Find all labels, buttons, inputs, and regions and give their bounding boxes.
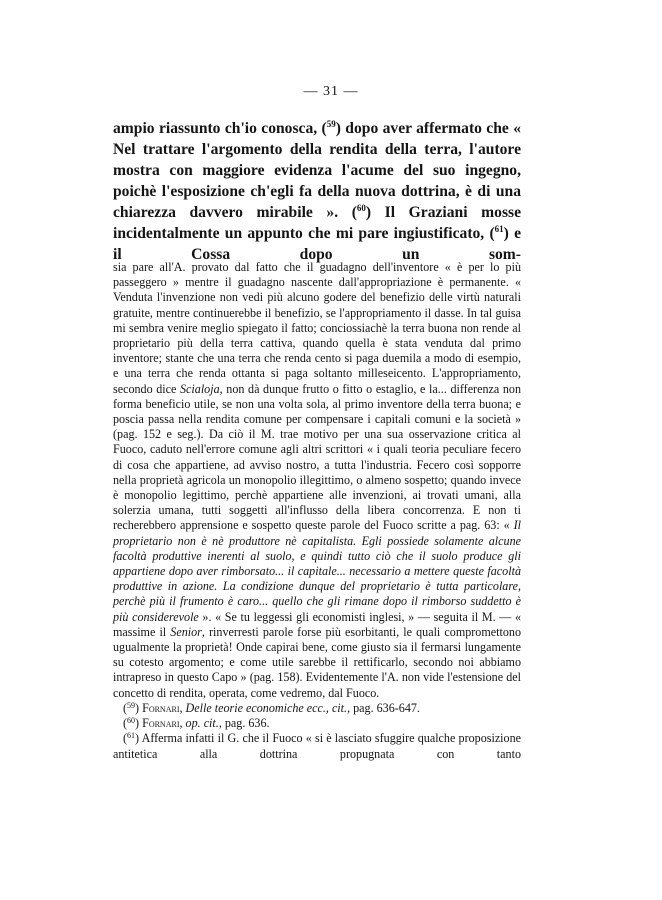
footnote-text: ». « Se tu leggessi gli economisti inglesi, » — seguita il M. — « massime il (113, 609, 521, 639)
footnote-author: Fornari (142, 716, 180, 731)
footnote-pages: , pag. 636. (218, 716, 270, 731)
footnote-pages: , pag. 636-647. (347, 700, 420, 715)
note-reference-61: 61 (494, 224, 504, 234)
footnote-marker: 60 (127, 716, 136, 726)
footnote-italic: Senior (170, 624, 202, 639)
footnote-quotation: Il proprietario non è nè produttore nè capitalista. Egli possiede solamente alcune facoltà produttive inerenti al suolo, e quindi tutto ciò che il suolo produce gli appartiene dopo aver rimborsato... il capitale... necessario a mettere queste facoltà produttive in azione. La condizione dunque del proprietario è tutta particolare, perchè più il frumento è caro... quello che gli rimane dopo il rimborso suddetto è più considerevole (113, 518, 521, 624)
note-reference-60: 60 (356, 203, 366, 213)
footnote-marker: 59 (127, 700, 136, 710)
main-text-segment: ) e il Cossa dopo un som- (113, 225, 521, 263)
footnote-59: ($^{59}$) Fornari, Delle teorie economiche ecc., cit., pag. 636-647. (123, 700, 420, 715)
footnote-author: Fornari (142, 700, 180, 715)
note-reference-59: 59 (326, 119, 336, 129)
footnote-continuation (113, 260, 521, 701)
footnote-60: ($^{60}$) Fornari, op. cit., pag. 636. (123, 716, 270, 731)
main-text (113, 118, 521, 265)
footnote-title: op. cit. (185, 716, 219, 731)
footnotes (113, 260, 521, 762)
footnote-text: sia pare all'A. provato dal fatto che il guadagno dell'inventore « è per lo più passeggero » mentre il guadagno nascente dall'appropriazione è permanente. « Venduta l'invenzione non vedi più alcuno godere del benefizio delle virtù naturali gratuite, mentre continuerebbe il benefizio, se l'appropriamento il dasse. In tal guisa mi sembra venire meglio spiegato il fatto; conciossiachè la terra buona non rende al proprietario più della terra cattiva, quando quella è stata venduta dal primo inventore; stante che una terra che renda cento si paga duemila a modo di esempio, e una terra che renda ottanta si paga soltanto milleseicento. L'appropriamento, secondo dice (113, 260, 521, 396)
footnote-text: , non dà dunque frutto o fitto o estaglio, e la... differenza non forma beneficio utile, se non una volta sola, al primo inventore della terra buona; e poscia passa nella rendita comune per compensare i capitali comuni e la società » (pag. 152 e seg.). Da ciò il M. trae motivo per una sua osservazione critica al Fuoco, caduto nell'errore comune agli altri scrittori « i quali teoria peculiare fecero di cosa che appartiene, ad avviso nostro, a tutta l'industria. Fecero così sopporre nella proprietà agricola un monopolio illegittimo, o almeno sospetto; quando invece è monopolio legittimo, perchè appartiene alle invenzioni, ai trovati umani, alla solerzia umana, tutti soggetti all'influsso della libera concorrenza. E non ti recherebbero apprensione e sospetto queste parole del Fuoco scritte a pag. 63: « (113, 381, 521, 533)
main-paragraph (113, 118, 521, 265)
footnote-italic: Scialoja (180, 381, 220, 396)
footnote-marker: 61 (127, 731, 136, 741)
footnote-text: , rinverresti parole forse più esorbitanti, le quali compromettono ugualmente la proprietà! Onde capirai bene, come giusto sia il fermarsi lungamente su cotesto argomento; e come utile sarebbe il rettificarlo, secondo noi abbiamo intrapreso in questo Capo » (pag. 158). Evidentemente l'A. non vide l'estensione del concetto di rendita, operata, come vedremo, dal Fuoco. (113, 624, 521, 700)
main-text-segment: ampio riassunto ch'io conosca, ( (113, 120, 327, 137)
main-text-segment: ) dopo aver affermato che « Nel trattare l'argomento della rendita della terra, l'autore mostra con maggiore evidenza l'acume del suo ingegno, poichè l'esposizione ch'egli fa della nuova dottrina, è di una chiarezza davvero mirabile ». ( (113, 120, 521, 221)
main-text-segment: ) Il Graziani mosse incidentalmente un appunto che mi pare ingiustificato, ( (113, 204, 521, 242)
footnote-text: Afferma infatti il G. che il Fuoco « si è lasciato sfuggire qualche proposizione antitetica alla dottrina propugnata con tanto (113, 731, 522, 761)
page-number: — 31 — (303, 84, 359, 99)
footnote-title: Delle teorie economiche ecc., cit. (185, 700, 348, 715)
footnote-61: ($^{61}$) Afferma infatti il G. che il Fuoco « si è lasciato sfuggire qualche proposizione antitetica alla dottrina propugnata con tanto (113, 731, 522, 761)
